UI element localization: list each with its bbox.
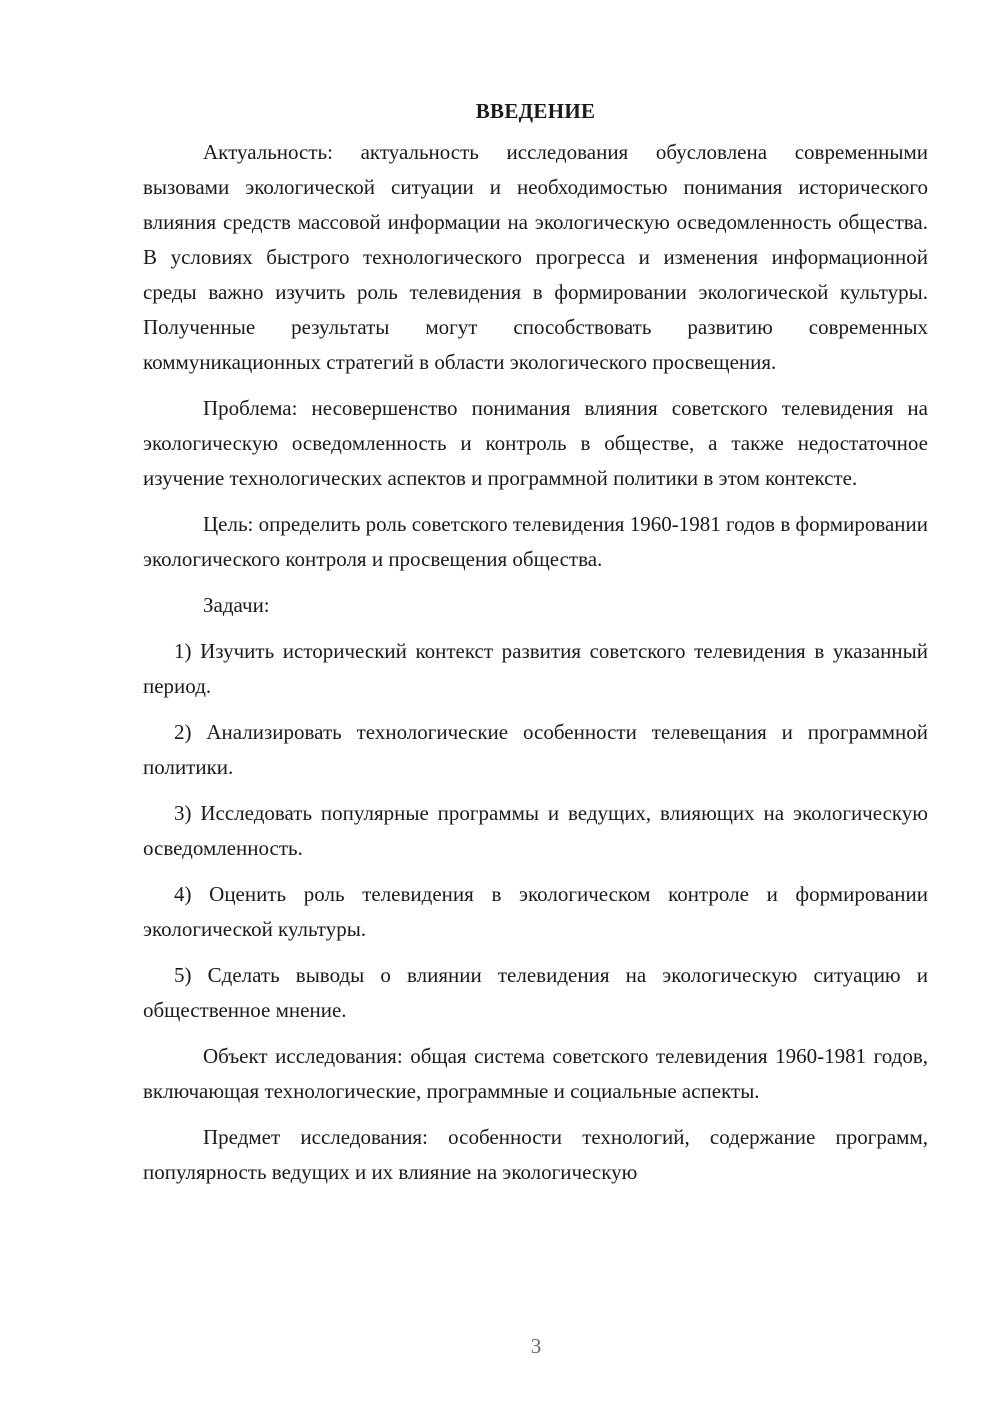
tasks-heading: Задачи: — [203, 593, 270, 617]
paragraph-relevance: Актуальность: актуальность исследования обусловлена современными вызовами экологической ситуации и необходимостью понимания исторического влияния средств массовой информации на экологическую осведомленность общества. В условиях быстрого технологического прогресса и изменения информационной среды важно изучить роль телевидения в формировании экологической культуры. Полученные результаты могут способствовать развитию современных коммуникационных стратегий в области экологического просвещения. — [143, 140, 928, 374]
paragraph-object: Объект исследования: общая система советского телевидения 1960-1981 годов, включающая технологические, программные и социальные аспекты. — [143, 1044, 928, 1103]
task-item-2: 2) Анализировать технологические особенности телевещания и программной политики. — [143, 720, 928, 779]
paragraph-goal: Цель: определить роль советского телевидения 1960-1981 годов в формировании экологического контроля и просвещения общества. — [143, 512, 928, 571]
paragraph-problem: Проблема: несовершенство понимания влияния советского телевидения на экологическую осведомленность и контроль в обществе, а также недостаточное изучение технологических аспектов и программной политики в этом контексте. — [143, 396, 928, 490]
task-item-1: 1) Изучить исторический контекст развития советского телевидения в указанный период. — [143, 639, 928, 698]
page-number: 3 — [530, 1334, 542, 1358]
page-content — [143, 94, 928, 1190]
task-item-4: 4) Оценить роль телевидения в экологическом контроле и формировании экологической культуры. — [143, 882, 928, 941]
page-title: ВВЕДЕНИЕ — [475, 99, 596, 123]
task-item-3: 3) Исследовать популярные программы и ведущих, влияющих на экологическую осведомленность. — [143, 801, 928, 860]
paragraph-subject: Предмет исследования: особенности технологий, содержание программ, популярность ведущих и их влияние на экологическую — [143, 1125, 928, 1184]
task-item-5: 5) Сделать выводы о влиянии телевидения на экологическую ситуацию и общественное мнение. — [143, 963, 928, 1022]
